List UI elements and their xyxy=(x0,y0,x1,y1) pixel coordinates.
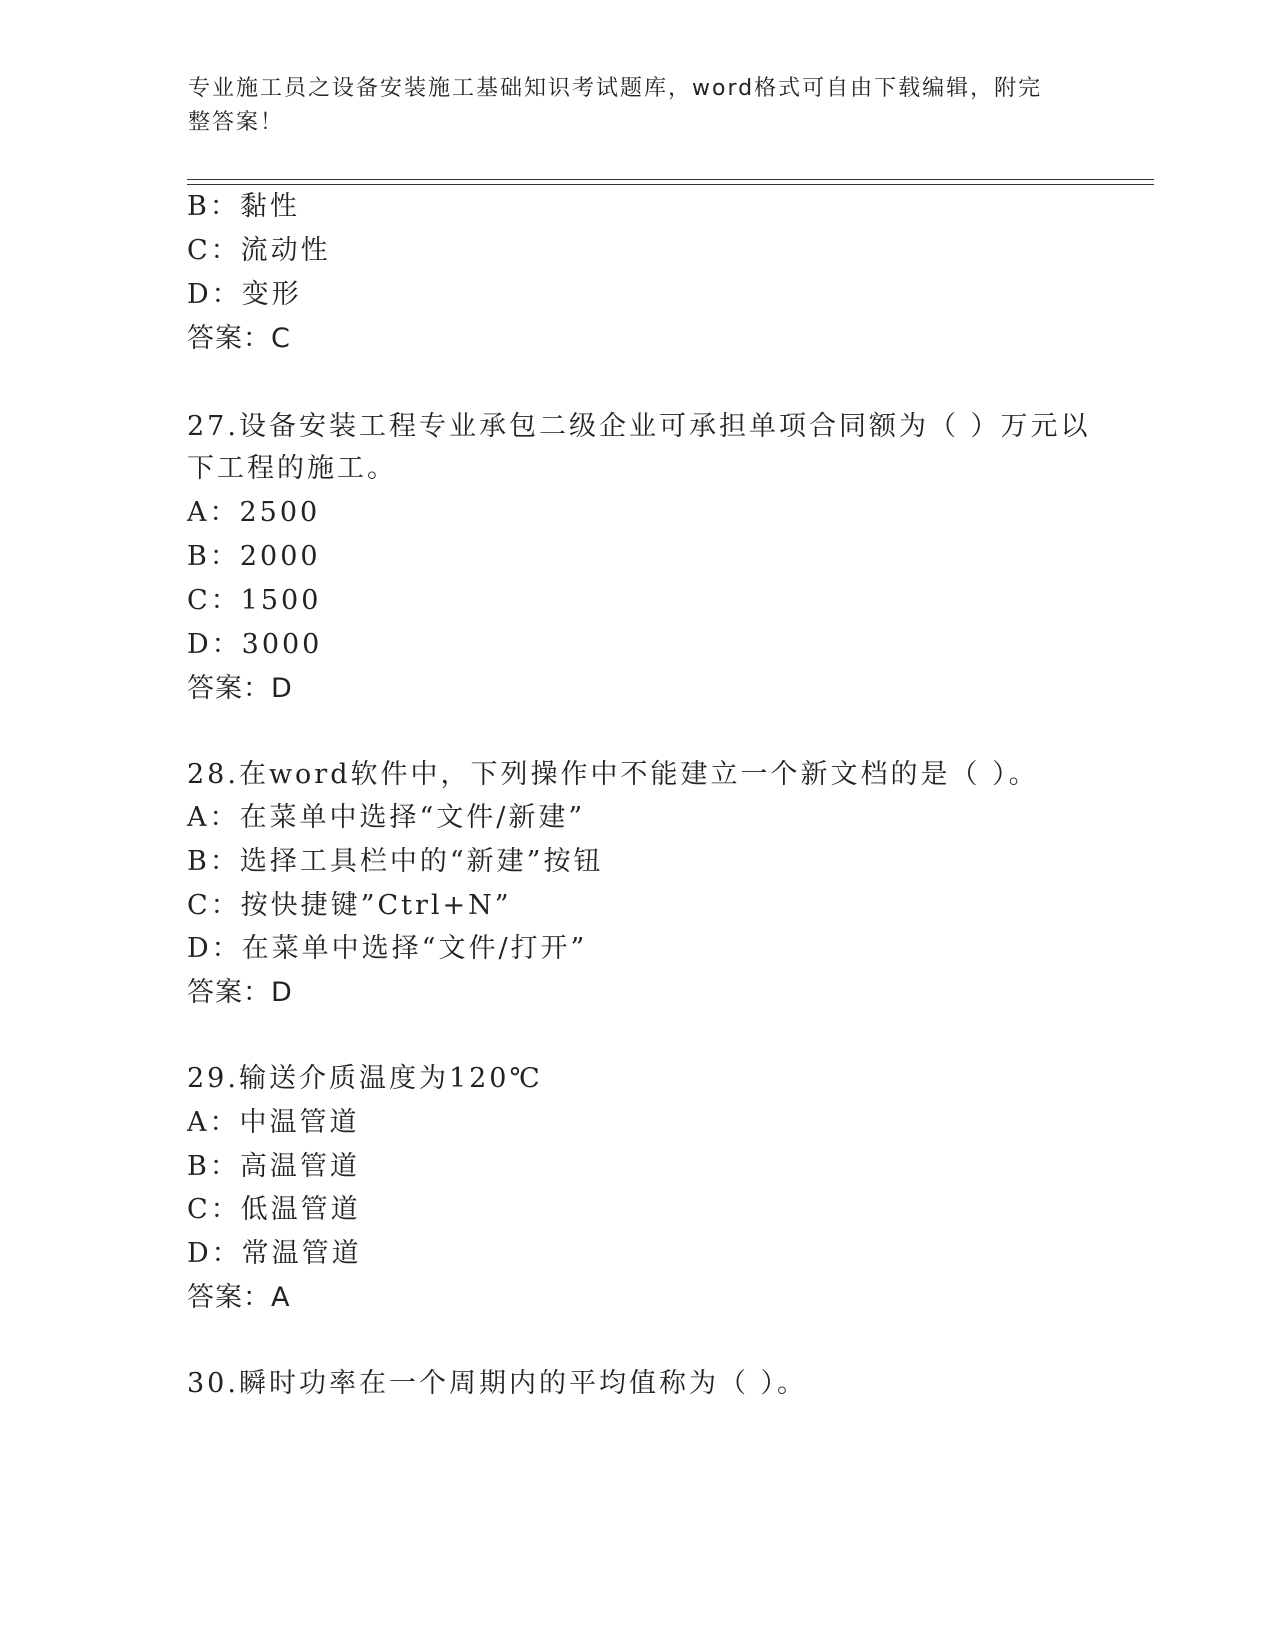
q28-stem: 28.在word软件中，下列操作中不能建立一个新文档的是（ ）。 xyxy=(187,759,1039,790)
q26-option-d: D：变形 xyxy=(187,279,302,310)
q29-option-a: A：中温管道 xyxy=(187,1107,360,1138)
q29-answer: 答案：A xyxy=(187,1282,291,1313)
q26-answer: 答案：C xyxy=(187,323,291,354)
q28-answer: 答案：D xyxy=(187,977,293,1008)
q27-answer: 答案：D xyxy=(187,673,293,704)
q26-option-b: B：黏性 xyxy=(187,191,300,222)
q29-option-b: B：高温管道 xyxy=(187,1151,360,1182)
q27-option-a: A：2500 xyxy=(187,497,321,528)
q28-option-b: B：选择工具栏中的“新建”按钮 xyxy=(187,846,604,877)
q27-option-c: C：1500 xyxy=(187,585,322,616)
q26-option-c: C：流动性 xyxy=(187,235,331,266)
header-line-1: 专业施工员之设备安装施工基础知识考试题库，word格式可自由下载编辑，附完 xyxy=(188,76,1043,101)
header-divider-bottom xyxy=(187,184,1154,185)
q29-option-c: C：低温管道 xyxy=(187,1194,361,1225)
q29-stem: 29.输送介质温度为120℃ xyxy=(187,1063,543,1094)
q28-option-d: D：在菜单中选择“文件/打开” xyxy=(187,933,588,964)
q27-option-b: B：2000 xyxy=(187,541,321,572)
q28-option-a: A：在菜单中选择“文件/新建” xyxy=(187,802,586,833)
header-divider-top xyxy=(187,179,1154,180)
q27-stem-line-2: 下工程的施工。 xyxy=(187,453,397,484)
q28-option-c: C：按快捷键”Ctrl+N” xyxy=(187,890,512,921)
q30-stem: 30.瞬时功率在一个周期内的平均值称为（ ）。 xyxy=(187,1368,808,1399)
document-header xyxy=(188,72,1068,140)
q27-stem-line-1: 27.设备安装工程专业承包二级企业可承担单项合同额为（ ）万元以 xyxy=(187,411,1091,442)
q29-option-d: D：常温管道 xyxy=(187,1238,362,1269)
header-line-2: 整答案！ xyxy=(188,110,285,135)
q27-option-d: D：3000 xyxy=(187,629,323,660)
